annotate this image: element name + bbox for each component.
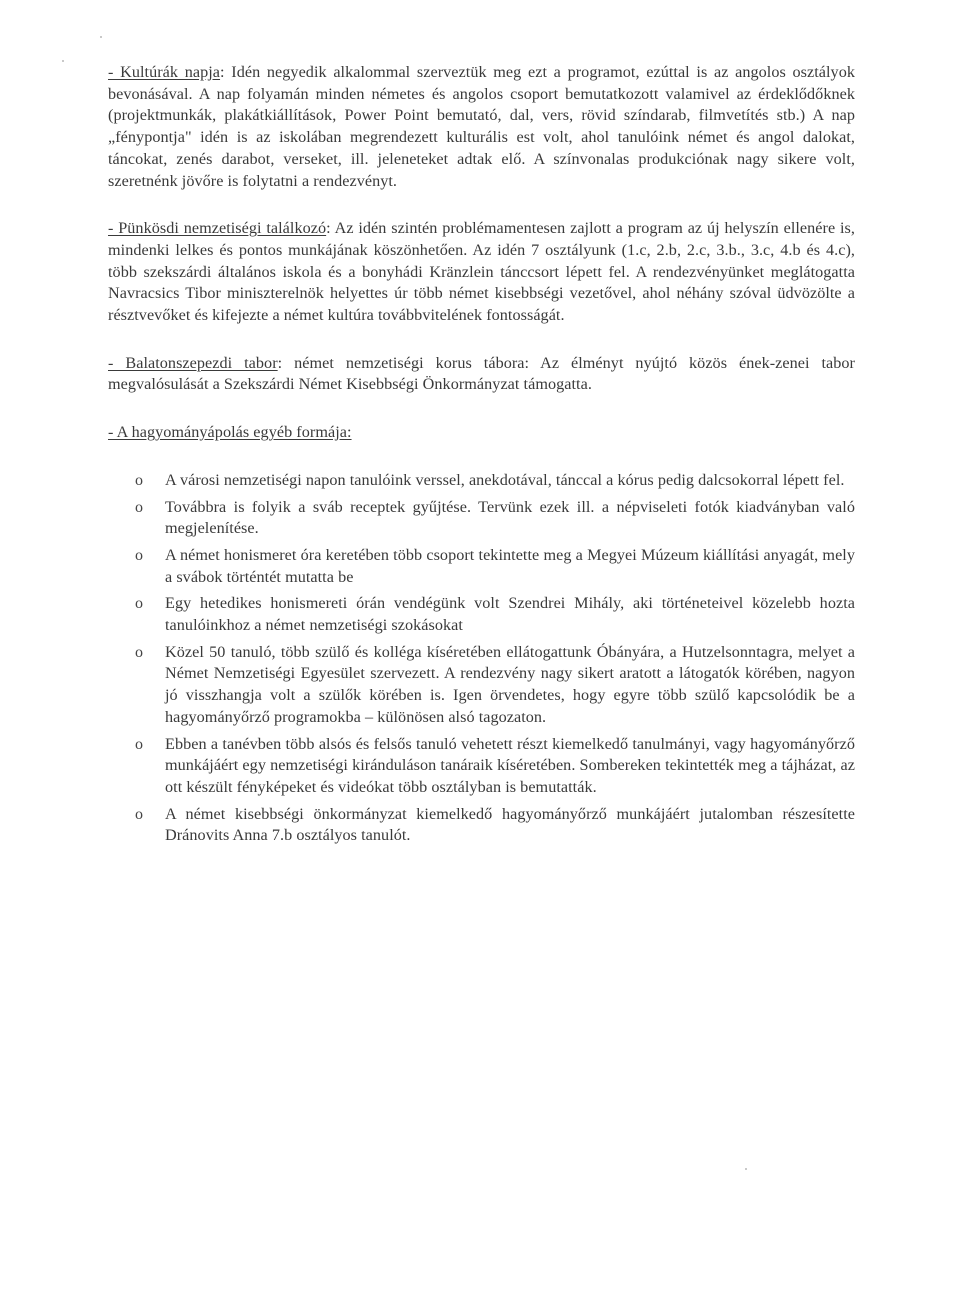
list-item-text: A német honismeret óra keretében több csoport tekintette meg a Megyei Múzeum kiállítási anyagát, mely a svábok történtét mutatta be [165, 545, 855, 586]
paragraph [108, 62, 855, 192]
section-heading: - Pünkösdi nemzetiségi találkozó [108, 219, 327, 238]
bullet-icon: o [135, 805, 143, 823]
section-heading: - A hagyományápolás egyéb formája: [108, 423, 352, 442]
section-hagyomanyapolas [108, 422, 855, 847]
section-heading: - Balatonszepezdi tabor [108, 353, 278, 372]
list-item [108, 593, 855, 636]
document-body [108, 62, 855, 873]
bullet-icon: o [135, 546, 143, 564]
section-text: : Az idén szintén problémamentesen zajlott a program az új helyszín ellenére is, mindenki lelkes és pontos munkájának köszönhetően. Az idén 7 osztályunk (1.c, 2.b, 2.c, 3.b., 3.c, 4.b és 4.c), több szekszárdi általános iskola és a bonyhádi Kränzlein tánccsort lépett fel. A rendezvényünket meglátogatta Navracsics Tibor miniszterelnök helyettes úr több német kisebbségi vezetővel, ahol néhány szóval üdvözölte a résztvevőket és kifejezte a német kultúra továbbvitelének fontosságát. [108, 219, 855, 325]
paragraph [108, 353, 855, 396]
section-punkosdi-talalkozo [108, 218, 855, 327]
paragraph [108, 218, 855, 327]
bullet-icon: o [135, 595, 143, 613]
section-heading-line [108, 422, 855, 444]
list-item-text: Továbbra is folyik a sváb receptek gyűjtése. Tervünk ezek ill. a népviseleti fotók kiadványban való megjelenítése. [165, 497, 855, 538]
scan-speck [62, 60, 64, 62]
section-kulturak-napja [108, 62, 855, 192]
list-item-text: A városi nemzetiségi napon tanulóink verssel, anekdotával, tánccal a kórus pedig dalcsokorral lépett fel. [165, 470, 845, 489]
list-item-text: Egy hetedikes honismereti órán vendégünk volt Szendrei Mihály, aki történeteivel közelebb hozta tanulóinkhoz a német nemzetiségi szokásokat [165, 594, 855, 635]
bullet-icon: o [135, 735, 143, 753]
section-heading: - Kultúrák napja [108, 63, 221, 81]
list-item [108, 804, 855, 847]
list-item-text: A német kisebbségi önkormányzat kiemelkedő hagyományőrző munkájáért jutalomban részesítette Dránovits Anna 7.b osztályos tanulót. [165, 804, 855, 845]
traditions-list [108, 470, 855, 847]
list-item [108, 642, 855, 729]
list-item [108, 734, 855, 799]
scan-speck [745, 1168, 747, 1170]
bullet-icon: o [135, 498, 143, 516]
list-item [108, 497, 855, 540]
bullet-icon: o [135, 643, 143, 661]
list-item-text: Ebben a tanévben több alsós és felsős tanuló vehetett részt kiemelkedő tanulmányi, vagy hagyományőrző munkájáért egy nemzetiségi kiránduláson tanáraik kíséretében. Sombereken tekintették meg a tájházat, az ott készült fényképeket és videókat több osztályban is bemutatták. [165, 734, 855, 796]
section-balatonszepezdi-tabor [108, 353, 855, 396]
bullet-icon: o [135, 471, 143, 489]
list-item [108, 545, 855, 588]
section-text: : Idén negyedik alkalommal szerveztük meg ezt a programot, ezúttal is az angolos osztályok bevonásával. A nap folyamán minden németes és angolos csoport bemutatkozott valamivel az érdeklődőknek (projektmunkák, plakátkiállítások, Power Point bemutató, dal, vers, rövid színdarab, filmvetítés stb.) A nap „fénypontja" idén is az iskolában megrendezett kulturális est volt, ahol tanulóink német és angol dalokat, táncokat, zenés darabot, verseket, ill. jeleneteket adtak elő. A színvonalas produkciónak nagy sikere volt, szeretnénk jövőre is folytatni a rendezvényt. [108, 63, 855, 190]
section-text: : német nemzetiségi korus tábora: Az élményt nyújtó közös ének-zenei tabor megvalósulását a Szekszárdi Német Kisebbségi Önkormányzat támogatta. [108, 353, 856, 394]
list-item-text: Közel 50 tanuló, több szülő és kolléga kíséretében ellátogattunk Óbányára, a Hutzelsonntagra, melyet a Német Nemzetiségi Egyesület szervezett. A rendezvény nagy sikert aratott a látogatók körében, nagyon jó visszhangja volt a szülők körében is. Igen örvendetes, hogy egyre több szülő kapcsolódik be a hagyományőrző programokba – különösen alsó tagozaton. [165, 642, 855, 726]
list-item [108, 470, 855, 492]
scan-speck [100, 36, 102, 38]
